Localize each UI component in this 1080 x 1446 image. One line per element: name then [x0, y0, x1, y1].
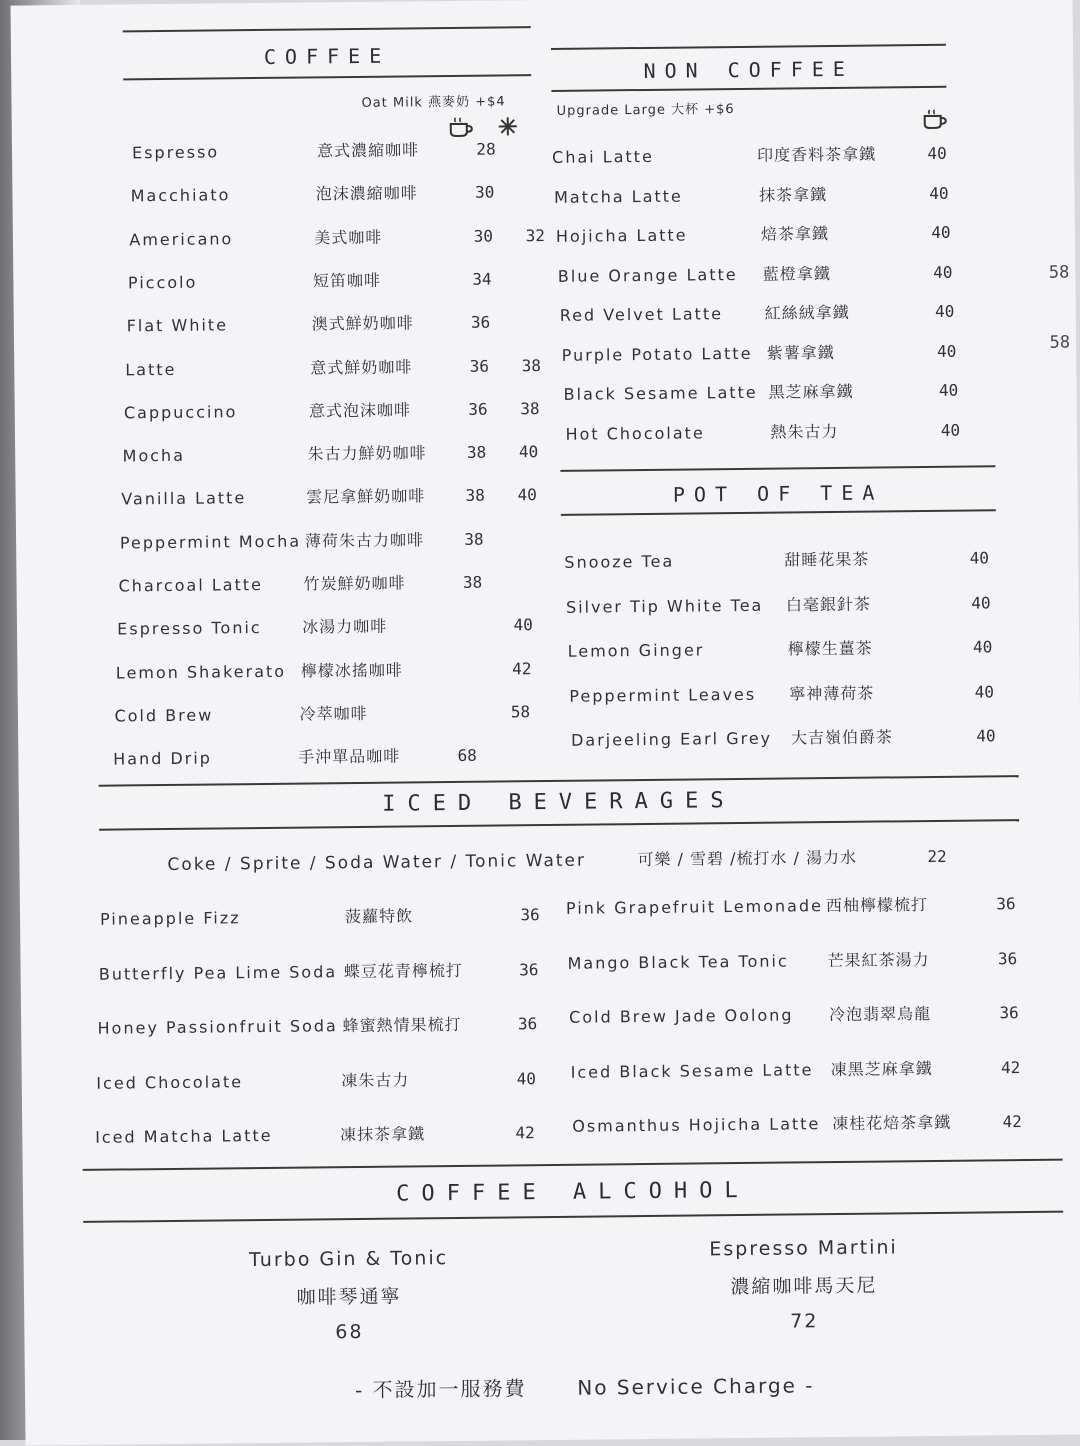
- coffee-item-hot-price: 30: [461, 183, 509, 203]
- coffee-item-zh: 薄荷朱古力咖啡: [305, 527, 450, 552]
- iced-item-zh: 凍朱古力: [341, 1066, 506, 1091]
- noncoffee-item-name: Hot Chocolate: [565, 422, 770, 443]
- coffee-item-hot-price: [447, 631, 495, 632]
- coffee-item: [113, 742, 547, 770]
- noncoffee-item-name: Chai Latte: [552, 146, 757, 167]
- coffee-item-hot-price: 36: [454, 399, 502, 419]
- noncoffee-list: [10, 0, 1072, 6]
- alcohol-title: COFFEE ALCOHOL: [83, 1175, 1063, 1210]
- iced-item-name: Pink Grapefruit Lemonade: [566, 896, 826, 918]
- iced-item-price: 42: [505, 1123, 545, 1142]
- iced-item-zh: 凍抹茶拿鐵: [340, 1120, 505, 1145]
- coffee-item: [124, 396, 558, 424]
- tea-item-zh: 寧神薄荷茶: [789, 679, 964, 704]
- coffee-item-iced-price: [506, 284, 562, 285]
- iced-item-price: 40: [506, 1069, 546, 1088]
- noncoffee-rule-top: [551, 44, 946, 50]
- noncoffee-item-price: 40: [921, 223, 961, 242]
- coffee-item-zh: 冰湯力咖啡: [302, 613, 447, 638]
- soft-drinks-en: Coke / Sprite / Soda Water / Tonic Water: [167, 850, 637, 875]
- tea-title: POT OF TEA: [561, 479, 996, 508]
- turbo-gin-zh: 咖啡琴通寧: [234, 1281, 464, 1310]
- coffee-item: [131, 179, 565, 207]
- iced-item-name: Pineapple Fizz: [100, 907, 345, 929]
- iced-rule-bottom: [99, 819, 1019, 831]
- coffee-item-hot-price: 38: [450, 529, 498, 549]
- iced-item: [567, 946, 1027, 974]
- coffee-item-hot-price: 38: [448, 573, 496, 593]
- iced-item-price: 36: [507, 1014, 547, 1033]
- coffee-item-name: Cold Brew: [114, 705, 299, 726]
- noncoffee-item: [558, 259, 963, 286]
- menu-sheet: [10, 0, 1080, 1446]
- iced-item-name: Iced Matcha Latte: [95, 1125, 340, 1147]
- tea-item: [564, 545, 999, 573]
- noncoffee-item: [563, 378, 968, 405]
- coffee-item-iced-price: 40: [495, 615, 551, 635]
- noncoffee-item-price: 40: [928, 381, 968, 400]
- margin-price-b: 58: [1049, 333, 1070, 353]
- coffee-item: [117, 612, 551, 640]
- service-charge-note: [355, 1369, 815, 1403]
- noncoffee-item-price: 40: [917, 144, 957, 163]
- tea-item-zh: 大吉嶺伯爵茶: [791, 724, 966, 749]
- espresso-martini-en: Espresso Martini: [683, 1236, 923, 1261]
- coffee-item-hot-price: 34: [458, 269, 506, 289]
- coffee-item-hot-price: 68: [443, 746, 491, 766]
- noncoffee-title: NON COFFEE: [551, 56, 946, 84]
- iced-title: ICED BEVERAGES: [99, 785, 1019, 820]
- iced-item-zh: 凍黑芝麻拿鐵: [831, 1055, 991, 1080]
- noncoffee-item: [552, 141, 957, 168]
- coffee-item: [125, 352, 559, 380]
- iced-item-name: Honey Passionfruit Soda: [97, 1016, 342, 1038]
- iced-item-zh: 蜂蜜熱情果梳打: [342, 1011, 507, 1036]
- iced-item-name: Mango Black Tea Tonic: [567, 951, 827, 973]
- noncoffee-item-zh: 焙茶拿鐵: [761, 220, 921, 245]
- upgrade-large-note: Upgrade Large 大杯 +$6: [557, 98, 735, 119]
- coffee-item-iced-price: 42: [494, 659, 550, 679]
- coffee-item-iced-price: 40: [499, 485, 555, 505]
- tea-item: [571, 723, 1006, 751]
- coffee-item: [116, 656, 550, 684]
- tea-item-name: Silver Tip White Tea: [566, 595, 786, 616]
- coffee-item-hot-price: 38: [451, 486, 499, 506]
- iced-left-list: [10, 0, 1072, 6]
- tea-rule-bottom: [561, 509, 996, 516]
- iced-item: [571, 1054, 1031, 1082]
- coffee-item-hot-price: 30: [459, 226, 507, 246]
- coffee-item-iced-price: 32: [507, 225, 563, 245]
- tea-list: [10, 0, 1072, 6]
- noncoffee-item-name: Blue Orange Latte: [558, 264, 763, 285]
- noncoffee-item-name: Purple Potato Latte: [562, 343, 767, 364]
- coffee-item-hot-price: 38: [452, 443, 500, 463]
- noncoffee-item-price: 40: [923, 262, 963, 281]
- espresso-martini-price: 72: [684, 1309, 924, 1334]
- iced-item: [566, 891, 1026, 919]
- tea-rule-top: [560, 465, 995, 472]
- coffee-item: [121, 482, 555, 510]
- soft-drinks-zh: 可樂 / 雪碧 /梳打水 / 湯力水: [637, 844, 927, 870]
- espresso-martini-block: [683, 1236, 924, 1346]
- noncoffee-item-price: 40: [930, 420, 970, 439]
- coffee-title: COFFEE: [123, 42, 531, 70]
- alcohol-rule-top: [83, 1159, 1063, 1171]
- iced-item: [95, 1120, 545, 1148]
- noncoffee-item-zh: 熱朱古力: [770, 417, 930, 442]
- iced-item-name: Butterfly Pea Lime Soda: [99, 962, 344, 984]
- coffee-list: [10, 0, 1072, 6]
- coffee-item-name: Flat White: [127, 315, 312, 336]
- tea-item: [569, 679, 1004, 707]
- tea-item: [566, 590, 1001, 618]
- iced-item-zh: 西柚檸檬梳打: [826, 891, 986, 916]
- iced-item: [100, 902, 550, 930]
- coffee-item-zh: 朱古力鮮奶咖啡: [307, 440, 452, 465]
- coffee-item-zh: 泡沫濃縮咖啡: [316, 180, 461, 205]
- hot-cup-icon: [922, 108, 948, 130]
- tea-item: [568, 634, 1003, 662]
- coffee-item-zh: 意式泡沫咖啡: [309, 397, 454, 422]
- coffee-item-zh: 雲尼拿鮮奶咖啡: [306, 483, 451, 508]
- oat-milk-note: Oat Milk 燕麥奶 +$4: [361, 90, 505, 111]
- tea-item-price: 40: [963, 637, 1003, 656]
- coffee-item-zh: 冷萃咖啡: [299, 700, 444, 725]
- iced-item-price: 36: [986, 894, 1026, 913]
- noncoffee-item-price: 40: [919, 183, 959, 202]
- iced-item-price: 36: [509, 960, 549, 979]
- tea-item-price: 40: [961, 593, 1001, 612]
- coffee-item-name: Mocha: [123, 445, 308, 466]
- tea-item-name: Snooze Tea: [564, 551, 784, 572]
- coffee-item-name: Lemon Shakerato: [116, 661, 301, 682]
- coffee-item-name: Latte: [125, 358, 310, 379]
- noncoffee-item-zh: 抹茶拿鐵: [759, 181, 919, 206]
- coffee-item-name: Macchiato: [131, 185, 316, 206]
- coffee-item-hot-price: 36: [457, 313, 505, 333]
- tea-item-zh: 甜睡花果茶: [784, 546, 959, 571]
- coffee-item-hot-price: 28: [462, 139, 510, 159]
- service-charge-zh: - 不設加一服務費: [355, 1376, 527, 1402]
- turbo-gin-en: Turbo Gin & Tonic: [234, 1247, 464, 1271]
- coffee-item-iced-price: 40: [500, 442, 556, 462]
- coffee-item: [129, 222, 563, 250]
- tea-item-zh: 白毫銀針茶: [786, 590, 961, 615]
- iced-right-list: [10, 0, 1072, 6]
- iced-item-price: 36: [510, 905, 550, 924]
- coffee-item-name: Hand Drip: [113, 748, 298, 769]
- noncoffee-item-zh: 紅絲絨拿鐵: [765, 299, 925, 324]
- alcohol-rule-bottom: [83, 1211, 1063, 1223]
- iced-item-name: Iced Black Sesame Latte: [571, 1060, 831, 1082]
- iced-item-zh: 凍桂花焙茶拿鐵: [832, 1109, 992, 1134]
- coffee-item-zh: 意式濃縮咖啡: [317, 137, 462, 162]
- noncoffee-item-price: 40: [927, 341, 967, 360]
- iced-item: [99, 957, 549, 985]
- soft-drinks-price: 22: [927, 847, 946, 866]
- coffee-item-zh: 美式咖啡: [314, 224, 459, 249]
- tea-item-name: Peppermint Leaves: [569, 684, 789, 705]
- iced-item-price: 42: [991, 1057, 1031, 1076]
- turbo-gin-block: [234, 1247, 465, 1356]
- noncoffee-item-zh: 紫薯拿鐵: [767, 339, 927, 364]
- coffee-item-hot-price: 36: [455, 356, 503, 376]
- coffee-item-iced-price: [505, 327, 561, 328]
- coffee-item-iced-price: [491, 760, 547, 761]
- coffee-rule-bottom: [123, 74, 531, 80]
- tea-item-price: 40: [966, 726, 1006, 745]
- noncoffee-rule-bottom: [551, 86, 946, 92]
- coffee-item-iced-price: 38: [503, 355, 559, 375]
- coffee-item-name: Piccolo: [128, 271, 313, 292]
- noncoffee-item: [554, 180, 959, 207]
- coffee-item-name: Peppermint Mocha: [120, 531, 305, 552]
- noncoffee-item: [556, 220, 961, 247]
- coffee-item-name: Espresso: [132, 141, 317, 162]
- noncoffee-item: [560, 299, 965, 326]
- iced-item-price: 42: [992, 1112, 1032, 1131]
- soft-drinks-row: [167, 844, 946, 875]
- iced-item-zh: 芒果紅茶湯力: [827, 946, 987, 971]
- noncoffee-item-name: Black Sesame Latte: [563, 383, 768, 404]
- coffee-item-zh: 意式鮮奶咖啡: [310, 353, 455, 378]
- noncoffee-item-name: Matcha Latte: [554, 185, 759, 206]
- coffee-item: [118, 569, 552, 597]
- iced-item-price: 36: [987, 949, 1027, 968]
- coffee-item-hot-price: [446, 674, 494, 675]
- coffee-item-iced-price: 38: [502, 399, 558, 419]
- iced-item: [96, 1066, 546, 1094]
- coffee-item: [120, 526, 554, 554]
- noncoffee-item-price: 40: [925, 302, 965, 321]
- noncoffee-item-zh: 黑芝麻拿鐵: [768, 378, 928, 403]
- coffee-item-zh: 手沖單品咖啡: [298, 743, 443, 768]
- iced-item-name: Osmanthus Hojicha Latte: [572, 1114, 832, 1136]
- tea-item-name: Lemon Ginger: [568, 639, 788, 660]
- iced-item: [572, 1109, 1032, 1137]
- noncoffee-item-zh: 印度香料茶拿鐵: [757, 141, 917, 166]
- service-charge-en: No Service Charge -: [577, 1373, 814, 1399]
- margin-price-a: 58: [1049, 263, 1070, 283]
- coffee-item-name: Vanilla Latte: [121, 488, 306, 509]
- coffee-item-hot-price: [445, 717, 493, 718]
- coffee-item-iced-price: [498, 544, 554, 545]
- coffee-item-name: Charcoal Latte: [118, 575, 303, 596]
- coffee-item: [132, 136, 566, 164]
- noncoffee-item-name: Red Velvet Latte: [560, 304, 765, 325]
- coffee-item-iced-price: 58: [492, 702, 548, 722]
- coffee-item: [128, 266, 562, 294]
- iced-item-zh: 蝶豆花青檸梳打: [344, 957, 509, 982]
- tea-item-price: 40: [959, 548, 999, 567]
- iced-item-name: Iced Chocolate: [96, 1071, 341, 1093]
- coffee-item: [114, 699, 548, 727]
- hot-cup-icon: [448, 116, 474, 138]
- espresso-martini-zh: 濃縮咖啡馬天尼: [684, 1270, 924, 1300]
- coffee-item-name: Cappuccino: [124, 401, 309, 422]
- turbo-gin-price: 68: [234, 1320, 464, 1344]
- iced-item-zh: 菠蘿特飲: [345, 902, 510, 927]
- coffee-item-zh: 竹炭鮮奶咖啡: [303, 570, 448, 595]
- coffee-item: [122, 439, 556, 467]
- tea-item-price: 40: [964, 682, 1004, 701]
- noncoffee-item: [562, 338, 967, 365]
- coffee-item-name: Americano: [129, 228, 314, 249]
- coffee-item-zh: 短笛咖啡: [313, 267, 458, 292]
- noncoffee-item: [565, 417, 970, 444]
- iced-item-name: Cold Brew Jade Oolong: [569, 1005, 829, 1027]
- iced-rule-top: [99, 775, 1019, 787]
- coffee-item-name: Espresso Tonic: [117, 618, 302, 639]
- noncoffee-item-name: Hojicha Latte: [556, 225, 761, 246]
- noncoffee-item-zh: 藍橙拿鐵: [763, 260, 923, 285]
- iced-item: [569, 1000, 1029, 1028]
- tea-item-zh: 檸檬生薑茶: [788, 635, 963, 660]
- coffee-item-zh: 檸檬冰搖咖啡: [301, 657, 446, 682]
- tea-item-name: Darjeeling Earl Grey: [571, 728, 791, 749]
- snowflake-icon: [498, 116, 518, 136]
- iced-item: [97, 1011, 547, 1039]
- coffee-item-zh: 澳式鮮奶咖啡: [312, 310, 457, 335]
- iced-item-price: 36: [989, 1003, 1029, 1022]
- coffee-rule-top: [123, 26, 531, 32]
- iced-item-zh: 冷泡翡翠烏龍: [829, 1000, 989, 1025]
- coffee-item: [127, 309, 561, 337]
- coffee-item-iced-price: [497, 587, 553, 588]
